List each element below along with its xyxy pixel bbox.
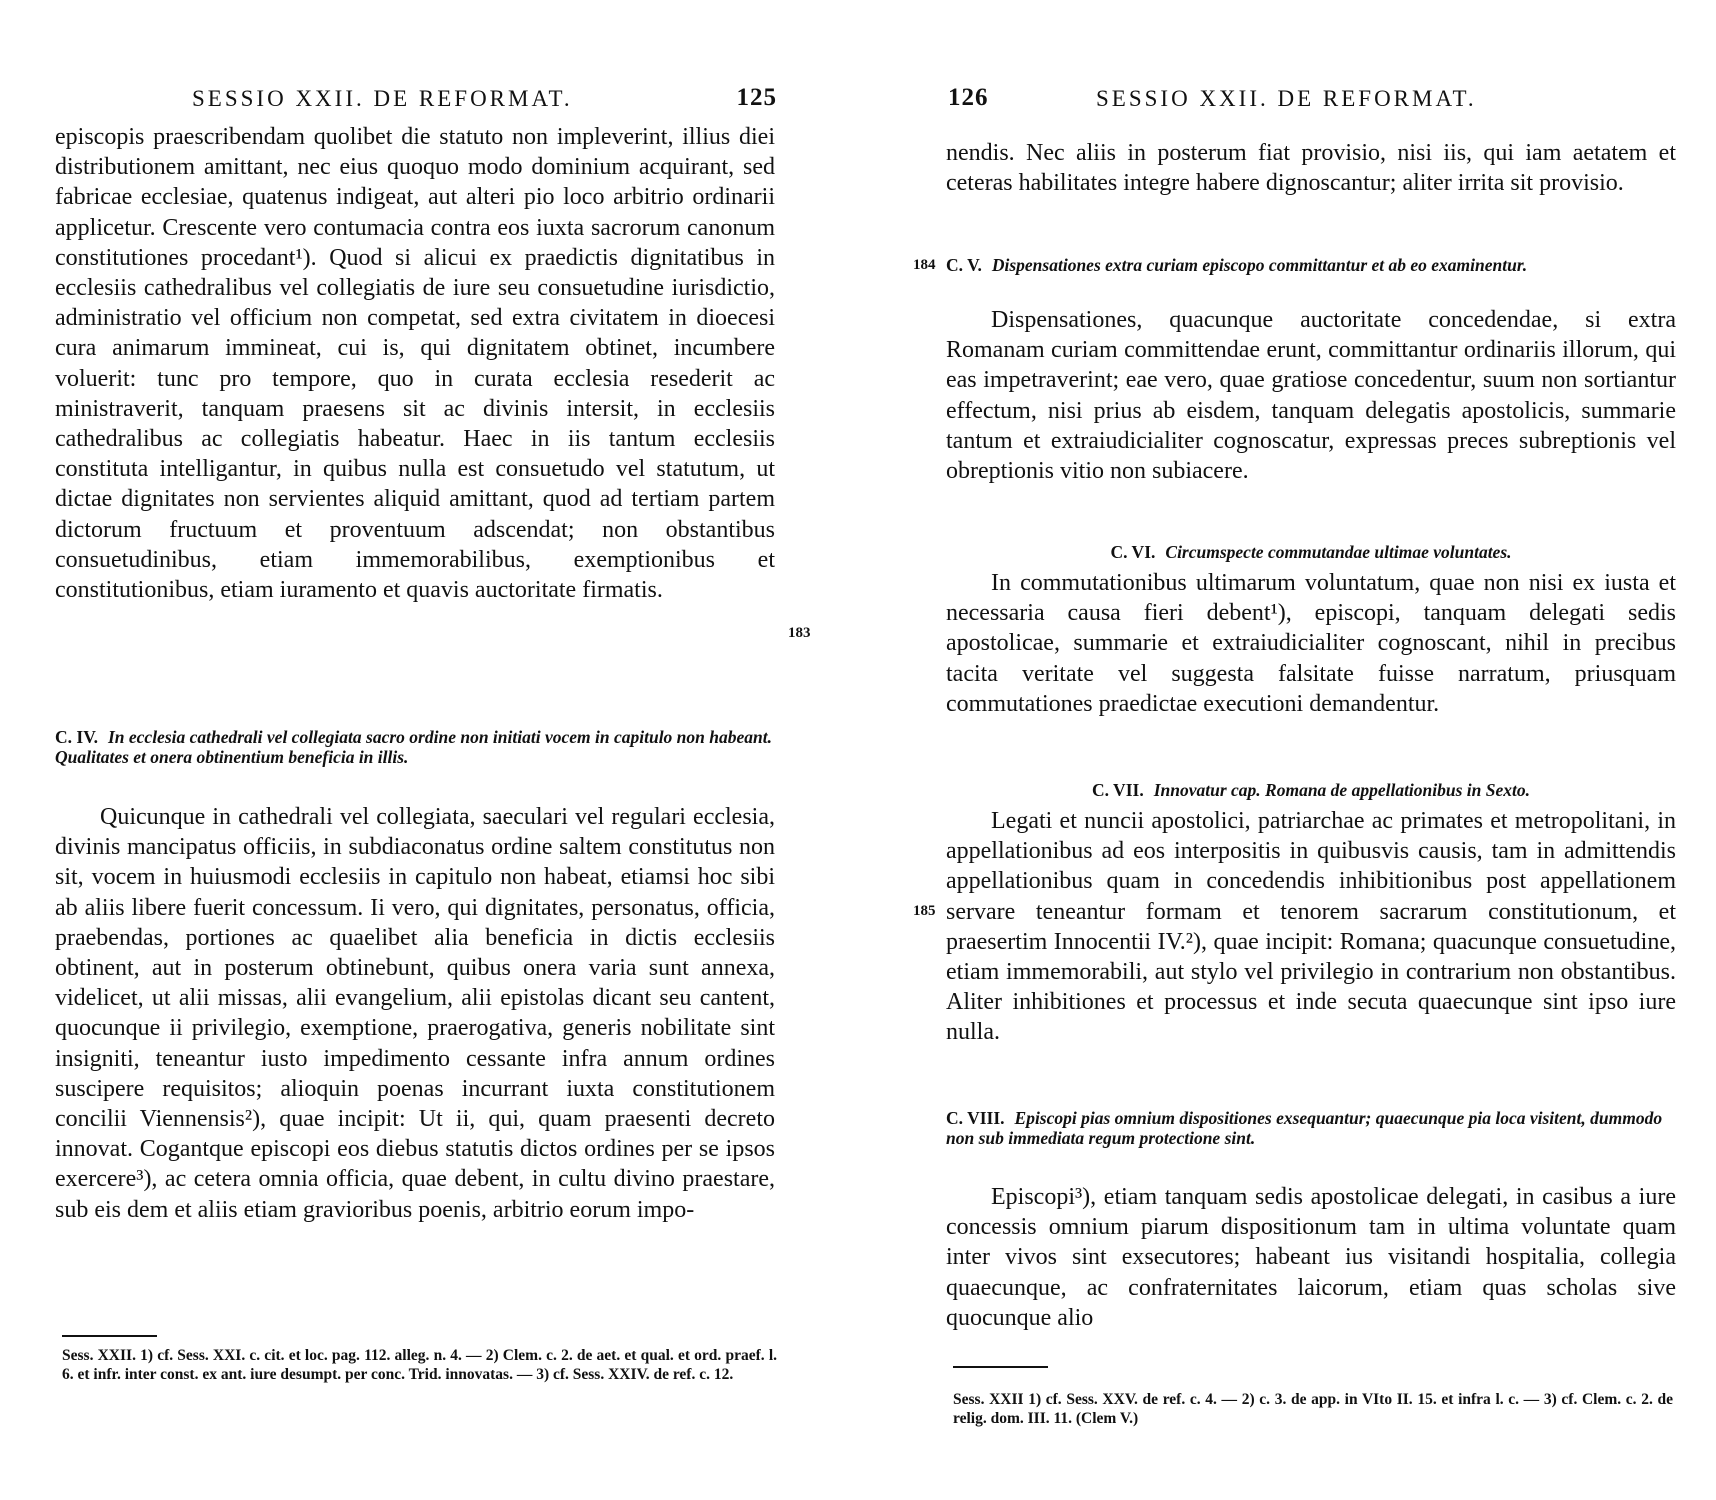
continued-paragraph: nendis. Nec aliis in posterum fiat provisio, nisi iis, qui iam aetatem et ceteras habilitates integre habere dignoscantur; aliter irrita sit provisio.: [946, 140, 1676, 197]
chapter-title: In ecclesia cathedrali vel collegiata sacro ordine non initiati vocem in capitulo non habeant. Qualitates et onera obtinentium beneficia in illis.: [55, 727, 772, 767]
chapter-text: Quicunque in cathedrali vel collegiata, saeculari vel regulari ecclesia, divinis mancipatus officiis, in subdiaconatus ordine saltem constitutus non sit, vocem in huiusmodi ecclesiis in capitulo non habeat, etiamsi hoc sibi ab aliis libere fuerit concessum. Ii vero, qui dignitates, personatus, officia, praebendas, portiones ac quaelibet alia beneficia in dictis ecclesiis obtinent, aut in posterum obtinebunt, quibus onera varia sunt annexa, videlicet, ut alii missas, alii evangelium, alii epistolas dicant seu cantent, quocunque ii privilegio, exemptione, praerogativa, generis nobilitate sint insigniti, teneantur iusto impedimento cessante infra annum ordines suscipere requisitos; alioquin poenas incurrant iuxta constitutionem concilii Viennensis²), quae incipit: Ut ii, qui, quam praesenti decreto innovat. Cogantque episcopi eos diebus statutis dictos ordines per se ipsos exercere³), ac cetera omnia officia, quae debent, in cultu divino praestare, sub eis dem et aliis etiam gravioribus poenis, arbitrio eorum impo-: [55, 804, 775, 1223]
chapter-text: Legati et nuncii apostolici, patriarchae ac primates et metropolitani, in appellationibus ad eos interpositis in quibusvis causis, tam in admittendis appellationibus quam in concedendis inhibitionibus post appellationem servare teneantur formam et tenorem sacrarum constitutionum, et praesertim Innocentii IV.²), quae incipit: Romana; quacunque consuetudine, etiam immemorabili, aut stylo vel privilegio in contrarium non obstantibus. Aliter inhibitiones et processus et inde secuta quaecunque sint ipso iure nulla.: [946, 808, 1676, 1046]
page-number: 126: [948, 84, 989, 111]
chapter-heading: [946, 1108, 1676, 1148]
running-head: [948, 82, 1673, 118]
chapter-number: C. VIII.: [946, 1108, 1005, 1128]
running-head-title: SESSIO XXII. DE REFORMAT.: [1096, 86, 1477, 111]
chapter-number: C. VI.: [1110, 542, 1156, 562]
running-head: [62, 82, 777, 118]
chapter-text: Dispensationes, quacunque auctoritate concedendae, si extra Romanam curiam committendae erunt, committantur ordinariis illorum, qui eas impetraverint; eae vero, quae gratiose concedentur, suum non sortiantur effectum, nisi prius ab eisdem, tanquam delegatis apostolicis, summarie tantum et extraiudicialiter cognoscatur, expressas preces subreptionis vel obreptionis vitio non subiacere.: [946, 307, 1676, 485]
chapter-title: Dispensationes extra curiam episcopo committantur et ab eo examinentur.: [991, 255, 1528, 275]
margin-number: 184: [913, 257, 936, 273]
running-head-title: SESSIO XXII. DE REFORMAT.: [192, 86, 573, 111]
chapter-heading: [946, 255, 1676, 275]
footnote-rule: [62, 1335, 157, 1337]
chapter-number: C. VII.: [1091, 780, 1144, 800]
chapter-text: In commutationibus ultimarum voluntatum, quae non nisi ex iusta et necessaria causa fieri debent¹), episcopi, tanquam delegati sedis apostolicae, summarie et extraiudicialiter cognoscant, nihil in precibus tacita veritate vel suggesta falsitate fuisse narratum, priusquam commutationes praedictae executioni demandentur.: [946, 570, 1676, 717]
right-page: [858, 0, 1716, 1500]
margin-number: 183: [788, 625, 811, 641]
page-number: 125: [736, 84, 777, 111]
chapter-heading: [946, 542, 1676, 562]
chapter-heading: [946, 780, 1676, 800]
chapter-title: Innovatur cap. Romana de appellationibus in Sexto.: [1153, 780, 1531, 800]
margin-number: 185: [913, 903, 936, 919]
footnote: Sess. XXII 1) cf. Sess. XXV. de ref. c. 4. — 2) c. 3. de app. in VIto II. 15. et infra l. c. — 3) cf. Clem. c. 2. de relig. dom. III. 11. (Clem V.): [953, 1391, 1673, 1427]
footnote-rule: [953, 1366, 1048, 1368]
chapter-number: C. V.: [946, 255, 982, 275]
chapter-heading: [55, 727, 775, 767]
chapter-title: Circumspecte commutandae ultimae voluntates.: [1165, 542, 1512, 562]
chapter-title: Episcopi pias omnium dispositiones exsequantur; quaecunque pia loca visitent, dummodo non sub immediata regum protectione sint.: [946, 1108, 1663, 1148]
footnote: Sess. XXII. 1) cf. Sess. XXI. c. cit. et loc. pag. 112. alleg. n. 4. — 2) Clem. c. 2. de aet. et qual. et ord. praef. l. 6. et infr. inter const. ex ant. iure desumpt. per conc. Trid. innovatas. — 3) cf. Sess. XXIV. de ref. c. 12.: [62, 1347, 777, 1383]
continued-paragraph: episcopis praescribendam quolibet die statuto non impleverint, illius diei distributionem amittant, nec eius quoquo modo dominium acquirant, sed fabricae ecclesiae, quatenus indigeat, aut alteri pio loco arbitrio ordinarii applicetur. Crescente vero contumacia contra eos iuxta sacrorum canonum constitutiones procedant¹). Quod si alicui ex praedictis dignitatibus in ecclesiis cathedralibus vel collegiatis de iure seu consuetudine iurisdictio, administratio vel officium non competat, sed extra civitatem in dioecesi cura animarum immineat, cui is, qui dignitatem obtinet, incumbere voluerit: tunc pro tempore, quo in curata ecclesia resederit ac ministraverit, tanquam praesens sit ac divinis intersit, in ecclesiis cathedralibus ac collegiatis habeatur. Haec in iis tantum ecclesiis constituta intelligantur, in quibus nulla est consuetudo vel statutum, ut dictae dignitates non servientes aliquid amittant, quod ad tertiam partem dictorum fructuum et proventuum adscendat; non obstantibus consuetudinibus, etiam immemorabilibus, exemptionibus et constitutionibus, etiam iuramento et quavis auctoritate firmatis.: [55, 124, 775, 604]
chapter-number: C. IV.: [55, 727, 98, 747]
chapter-text: Episcopi³), etiam tanquam sedis apostolicae delegati, in casibus a iure concessis omnium piarum dispositionum tam in ultima voluntate quam inter vivos sint exsecutores; habeant ius visitandi hospitalia, collegia quaecunque, ac confraternitates laicorum, etiam quas scholas sive quocunque alio: [946, 1184, 1676, 1331]
